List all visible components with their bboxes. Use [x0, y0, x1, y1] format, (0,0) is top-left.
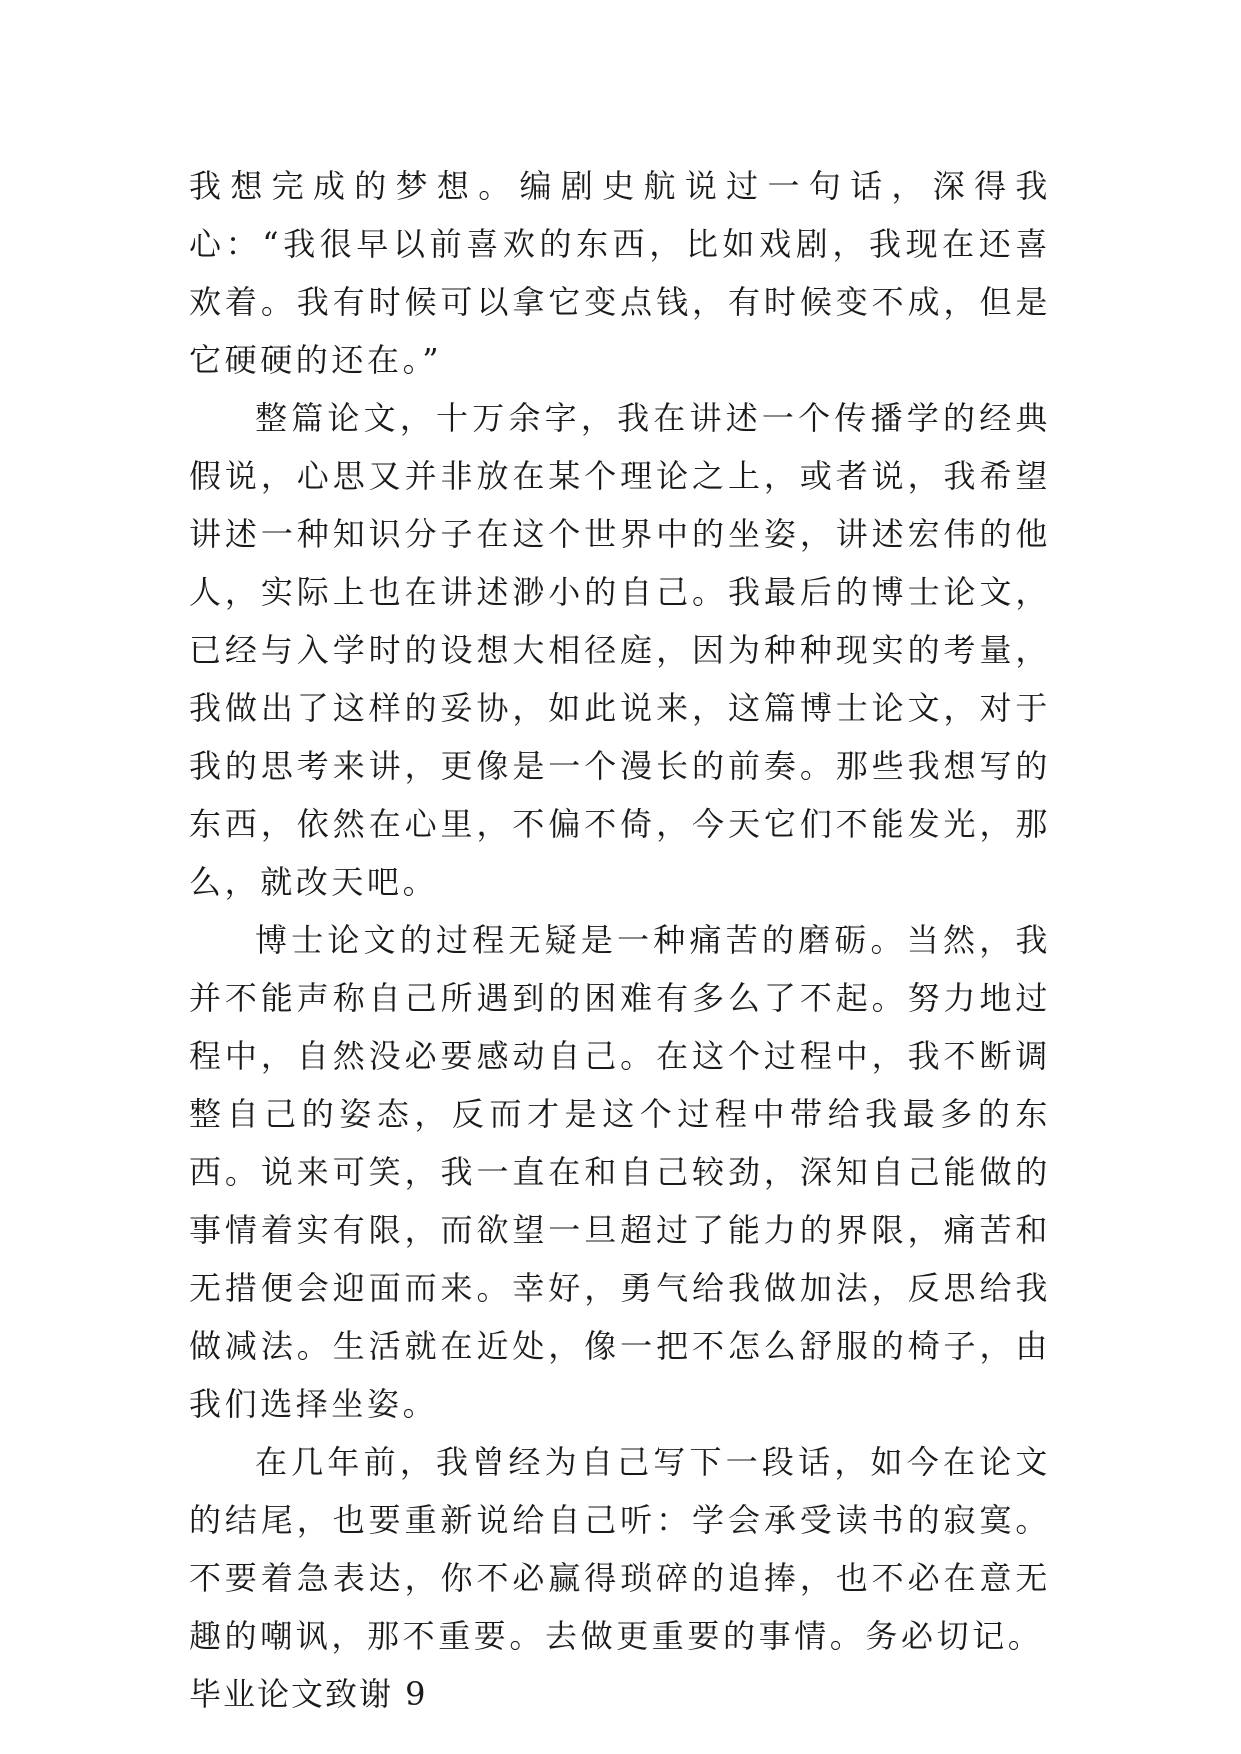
section-heading: 毕业论文致谢 9 [189, 1675, 428, 1713]
paragraph-2: 整篇论文，十万余字，我在讲述一个传播学的经典假说，心思又并非放在某个理论之上，或者说，我希望讲述一种知识分子在这个世界中的坐姿，讲述宏伟的他人，实际上也在讲述渺小的自己。我最后的博士论文，已经与入学时的设想大相径庭，因为种种现实的考量，我做出了这样的妥协，如此说来，这篇博士论文，对于我的思考来讲，更像是一个漫长的前奏。那些我想写的东西，依然在心里，不偏不倚，今天它们不能发光，那么，就改天吧。 [189, 399, 1051, 901]
document-body [189, 157, 1051, 1723]
paragraph-3: 博士论文的过程无疑是一种痛苦的磨砺。当然，我并不能声称自己所遇到的困难有多么了不起。努力地过程中，自然没必要感动自己。在这个过程中，我不断调整自己的姿态，反而才是这个过程中带给我最多的东西。说来可笑，我一直在和自己较劲，深知自己能做的事情着实有限，而欲望一旦超过了能力的界限，痛苦和无措便会迎面而来。幸好，勇气给我做加法，反思给我做减法。生活就在近处，像一把不怎么舒服的椅子，由我们选择坐姿。 [189, 921, 1051, 1423]
paragraph-4: 在几年前，我曾经为自己写下一段话，如今在论文的结尾，也要重新说给自己听：学会承受读书的寂寞。不要着急表达，你不必赢得琐碎的追捧，也不必在意无趣的嘲讽，那不重要。去做更重要的事情。务必切记。 [189, 1443, 1051, 1655]
paragraph-1: 我想完成的梦想。编剧史航说过一句话，深得我心：“我很早以前喜欢的东西，比如戏剧，我现在还喜欢着。我有时候可以拿它变点钱，有时候变不成，但是它硬硬的还在。” [189, 167, 1051, 379]
